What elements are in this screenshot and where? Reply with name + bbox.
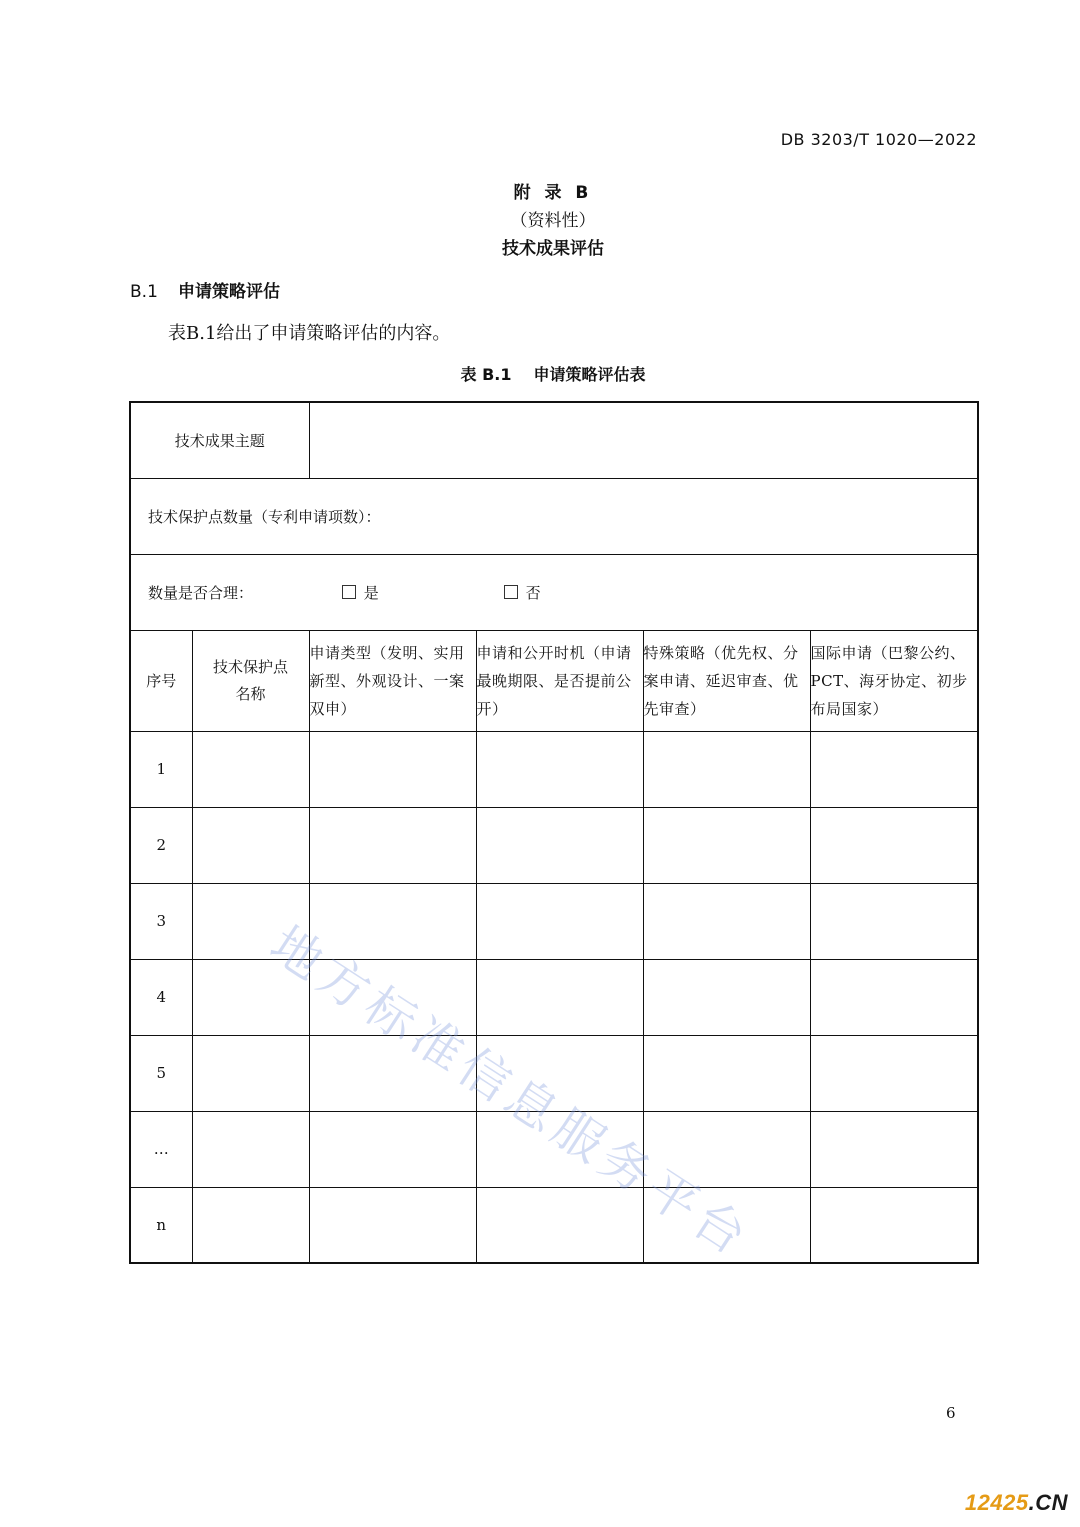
section-title: 申请策略评估 [178,282,280,302]
table-cell[interactable] [309,959,476,1035]
table-number: 表 B.1 [460,365,512,384]
table-cell[interactable] [643,731,810,807]
table-cell[interactable] [192,959,309,1035]
checkbox-yes-icon[interactable] [342,585,356,599]
site-logo-suffix: .CN [1028,1490,1068,1515]
appendix-nature: （资料性） [510,211,596,231]
table-row [130,1111,978,1187]
option-yes-label: 是 [363,583,379,602]
table-cell[interactable] [810,807,978,883]
table-cell[interactable] [810,731,978,807]
reasonable-cell [130,554,978,630]
site-logo[interactable] [965,1490,1068,1516]
site-logo-main: 12425 [964,1490,1029,1515]
checkbox-no-icon[interactable] [504,585,518,599]
row-number: n [130,1187,192,1263]
column-header: 国际申请（巴黎公约、PCT、海牙协定、初步布局国家） [810,630,978,731]
table-cell[interactable] [309,807,476,883]
page-number: 6 [946,1404,956,1422]
topic-row [130,402,978,478]
appendix-title: 技术成果评估 [502,239,604,259]
table-cell[interactable] [192,883,309,959]
table-cell[interactable] [643,1035,810,1111]
table-cell[interactable] [476,731,643,807]
watermark: 地方标准信息服务平台 [260,915,762,1269]
table-cell[interactable] [476,1187,643,1263]
row-number: 2 [130,807,192,883]
table-cell[interactable] [192,807,309,883]
table-cell[interactable] [309,883,476,959]
table-row [130,731,978,807]
topic-label: 技术成果主题 [130,402,309,478]
table-row [130,883,978,959]
table-cell[interactable] [476,1111,643,1187]
row-number: 4 [130,959,192,1035]
table-cell[interactable] [309,731,476,807]
table-row [130,959,978,1035]
appendix-label: 附 录 B [513,183,593,203]
table-cell[interactable] [476,959,643,1035]
table-cell[interactable] [810,1035,978,1111]
row-number: 5 [130,1035,192,1111]
option-no[interactable] [504,584,541,602]
count-row [130,478,978,554]
table-cell[interactable] [192,1111,309,1187]
table-cell[interactable] [192,1035,309,1111]
section-number: B.1 [130,282,158,302]
table-cell[interactable] [810,1187,978,1263]
table-cell[interactable] [476,1035,643,1111]
table-caption [0,362,1080,385]
table-cell[interactable] [810,959,978,1035]
column-header-row [130,630,978,731]
intro-paragraph: 表B.1给出了申请策略评估的内容。 [168,323,451,344]
column-header: 技术保护点名称 [192,630,309,731]
table-cell[interactable] [643,1111,810,1187]
table-row [130,1187,978,1263]
table-cell[interactable] [643,807,810,883]
table-cell[interactable] [476,883,643,959]
table-cell[interactable] [309,1035,476,1111]
reasonable-label: 数量是否合理： [148,583,254,602]
table-cell[interactable] [810,1111,978,1187]
row-number: 1 [130,731,192,807]
table-cell[interactable] [643,1187,810,1263]
row-number: 3 [130,883,192,959]
option-no-label: 否 [525,583,541,602]
table-cell[interactable] [309,1187,476,1263]
table-cell[interactable] [643,959,810,1035]
table-cell[interactable] [192,1187,309,1263]
reasonable-row [130,554,978,630]
count-label[interactable]: 技术保护点数量（专利申请项数）： [130,478,978,554]
document-code: DB 3203/T 1020—2022 [780,130,977,149]
column-header: 序号 [130,630,192,731]
section-heading [130,277,280,302]
table-cell[interactable] [810,883,978,959]
topic-value-cell[interactable] [309,402,978,478]
table-cell[interactable] [476,807,643,883]
column-header: 申请类型（发明、实用新型、外观设计、一案双申） [309,630,476,731]
table-title: 申请策略评估表 [533,365,646,384]
column-header: 申请和公开时机（申请最晚期限、是否提前公开） [476,630,643,731]
table-row [130,1035,978,1111]
option-yes[interactable] [342,584,379,602]
table-cell[interactable] [309,1111,476,1187]
table-cell[interactable] [192,731,309,807]
table-cell[interactable] [643,883,810,959]
table-row [130,807,978,883]
row-number: … [130,1111,192,1187]
evaluation-table [129,401,979,1264]
column-header: 特殊策略（优先权、分案申请、延迟审查、优先审查） [643,630,810,731]
